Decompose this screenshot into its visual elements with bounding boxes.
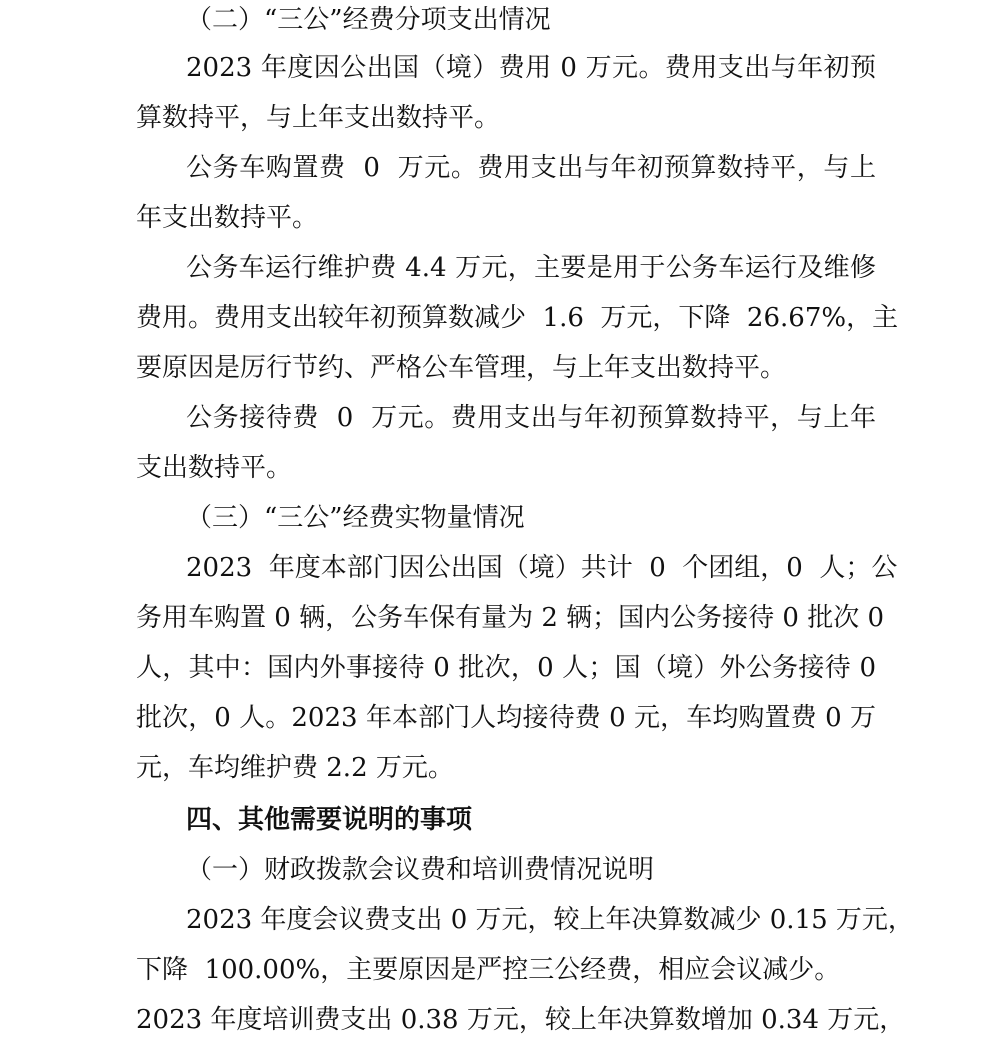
paragraph-line: 批次，0 人。2023 年本部门人均接待费 0 元，车均购置费 0 万 — [136, 703, 876, 733]
paragraph-line: 2023 年度本部门因公出国（境）共计 0 个团组，0 人；公 — [186, 553, 898, 583]
section-heading-three-public-expenditure-items: （二）“三公”经费分项支出情况 — [186, 5, 551, 35]
paragraph-line: 2023 年度培训费支出 0.38 万元，较上年决算数增加 0.34 万元， — [136, 1005, 906, 1035]
paragraph-line: 要原因是厉行节约、严格公车管理，与上年支出数持平。 — [136, 353, 787, 383]
paragraph-line: 公务接待费 0 万元。费用支出与年初预算数持平，与上年 — [186, 403, 876, 433]
paragraph-line: 下降 100.00%，主要原因是严控三公经费，相应会议减少。 — [136, 955, 841, 985]
paragraph-line: 支出数持平。 — [136, 453, 293, 483]
paragraph-line: 2023 年度会议费支出 0 万元，较上年决算数减少 0.15 万元， — [186, 905, 914, 935]
paragraph-line: 公务车运行维护费 4.4 万元，主要是用于公务车运行及维修 — [186, 253, 876, 283]
paragraph-line: 算数持平，与上年支出数持平。 — [136, 103, 501, 133]
section-heading-three-public-physical-quantity: （三）“三公”经费实物量情况 — [186, 503, 525, 533]
section-heading-meeting-training-fees: （一）财政拨款会议费和培训费情况说明 — [186, 855, 655, 885]
paragraph-line: 务用车购置 0 辆，公务车保有量为 2 辆；国内公务接待 0 批次 0 — [136, 603, 885, 633]
paragraph-line: 公务车购置费 0 万元。费用支出与年初预算数持平，与上 — [186, 153, 876, 183]
paragraph-line: 人，其中：国内外事接待 0 批次，0 人；国（境）外公务接待 0 — [136, 653, 876, 683]
chapter-heading-other-matters: 四、其他需要说明的事项 — [186, 805, 473, 835]
paragraph-line: 元，车均维护费 2.2 万元。 — [136, 753, 454, 783]
paragraph-line: 费用。费用支出较年初预算数减少 1.6 万元，下降 26.67%，主 — [136, 303, 899, 333]
paragraph-line: 年支出数持平。 — [136, 203, 319, 233]
paragraph-line: 2023 年度因公出国（境）费用 0 万元。费用支出与年初预 — [186, 53, 876, 83]
